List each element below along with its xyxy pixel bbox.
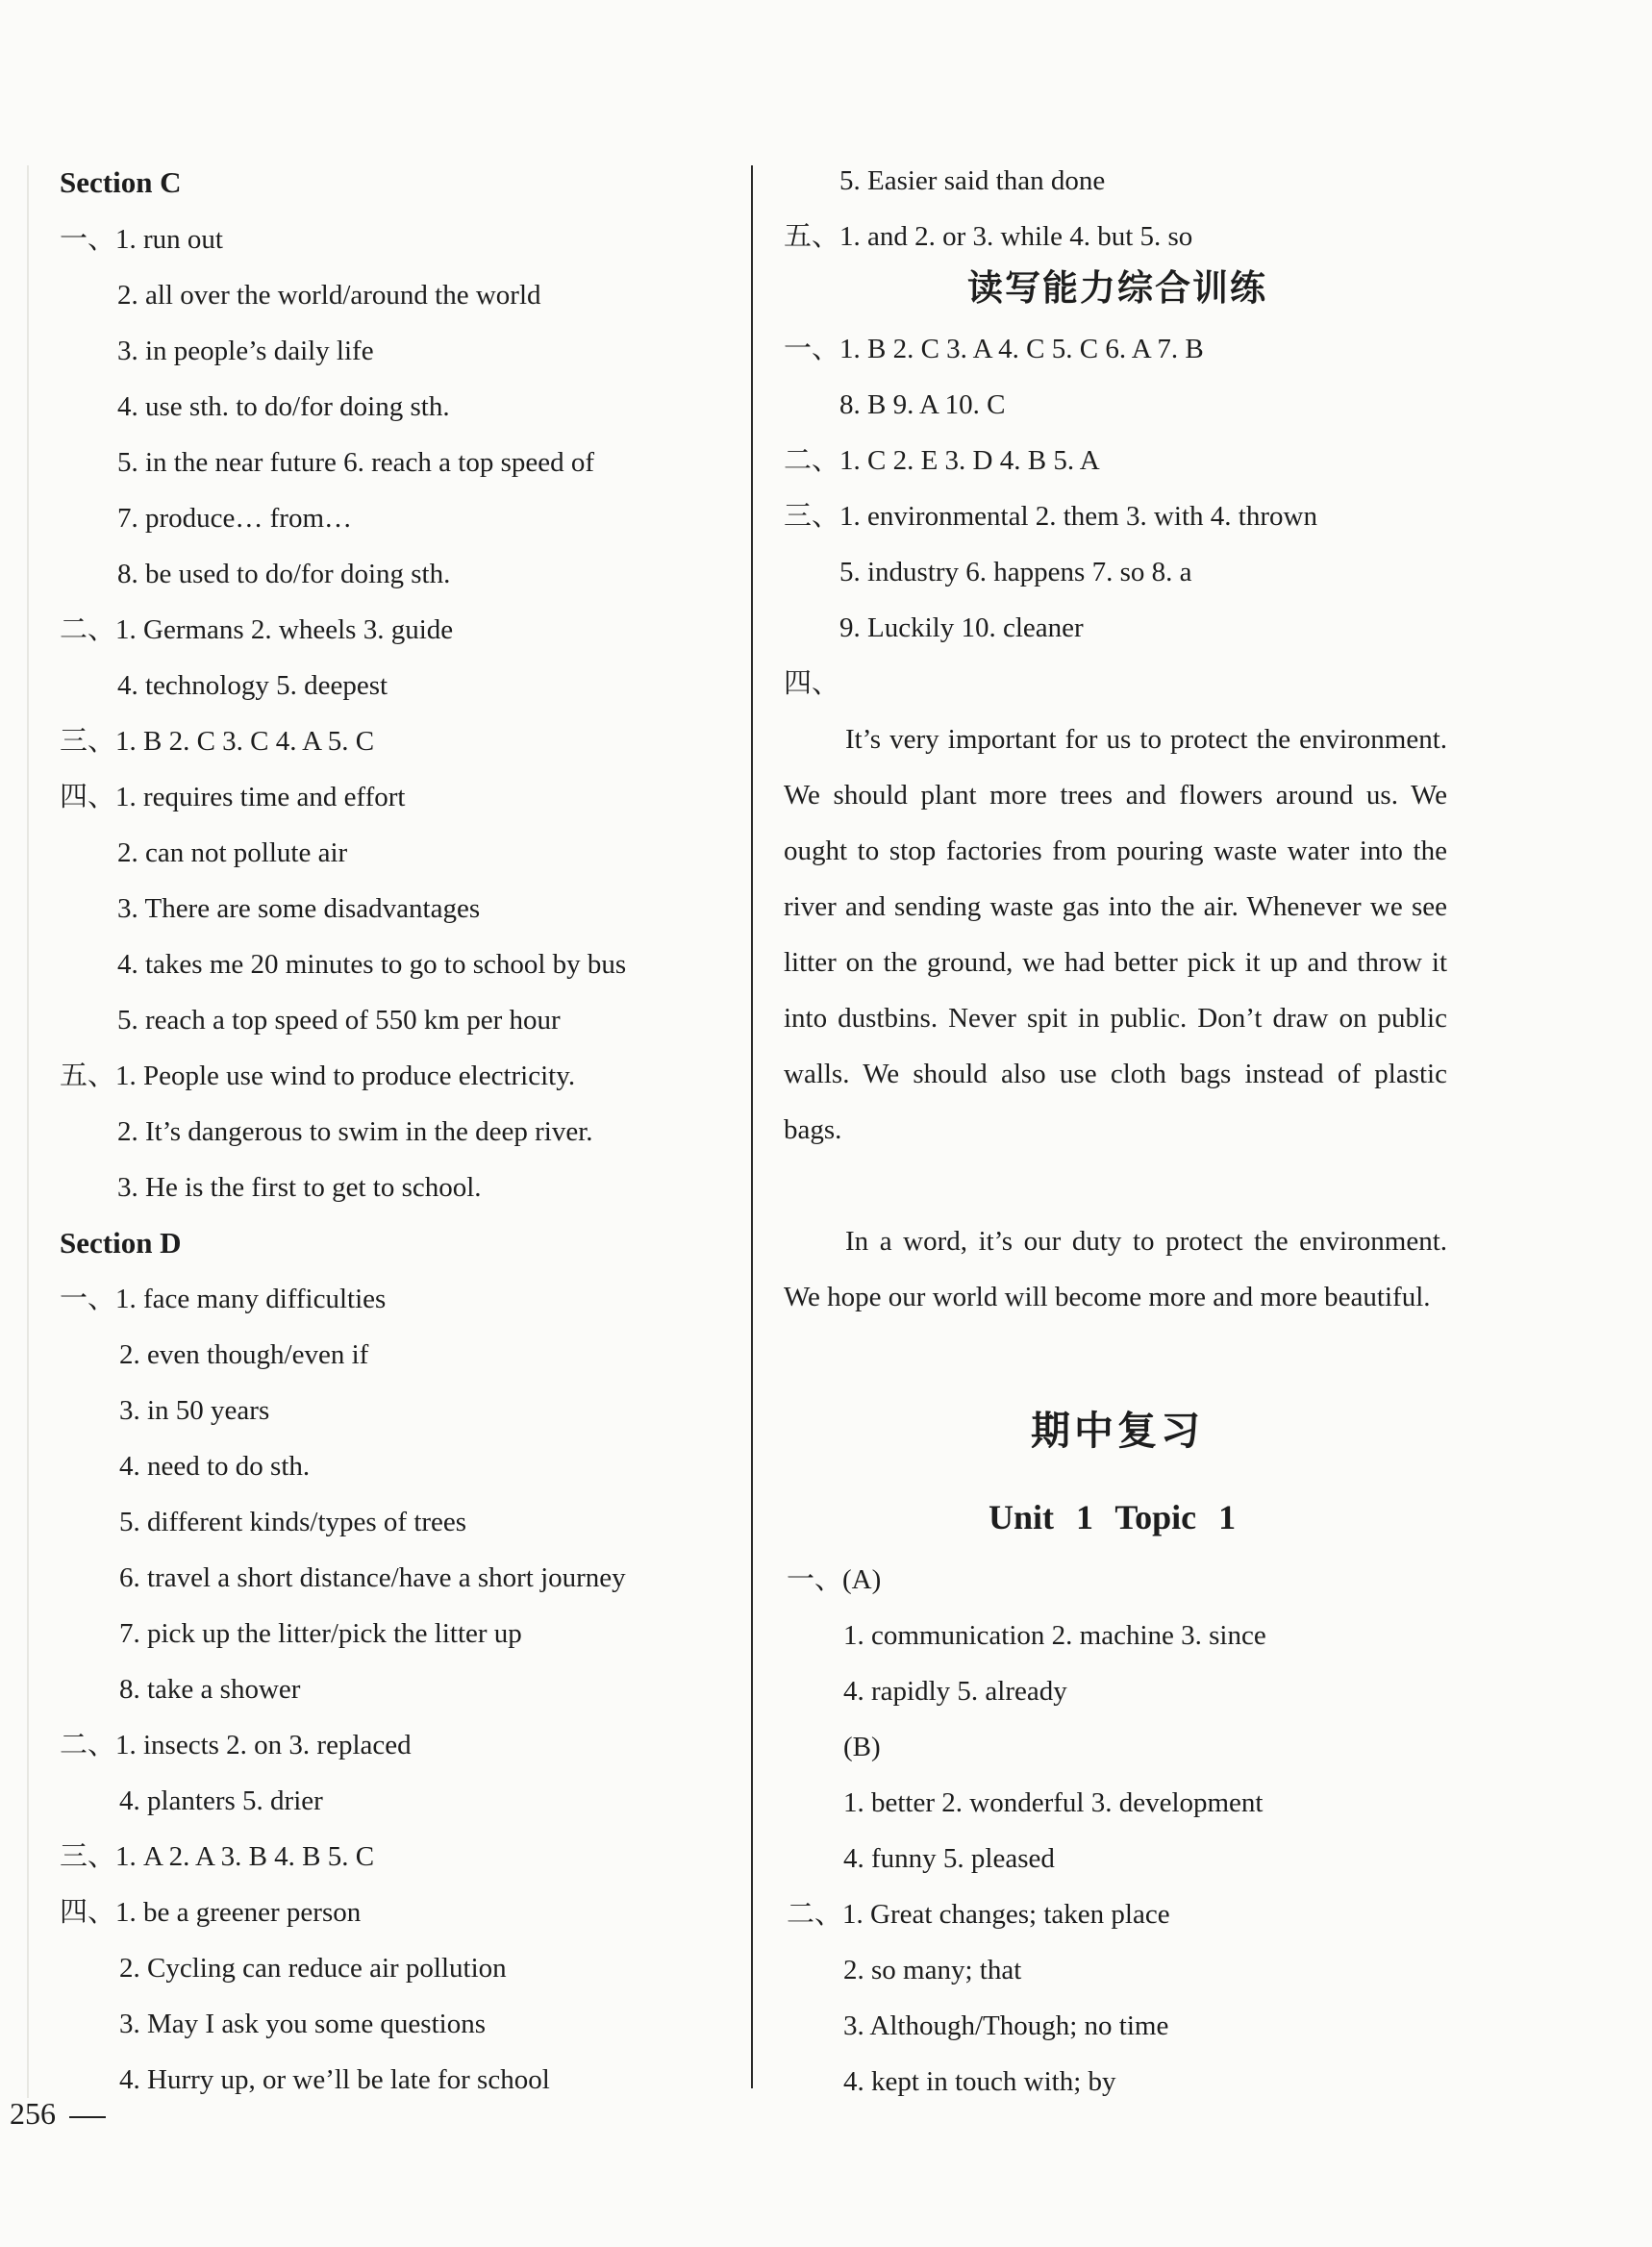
- answer-line: 五、1. and 2. or 3. while 4. but 5. so: [784, 221, 1193, 252]
- midterm-review-title: 期中复习: [1031, 1408, 1204, 1454]
- answer-line: 三、1. environmental 2. them 3. with 4. thrown: [784, 501, 1317, 532]
- answer-line: 8. B 9. A 10. C: [839, 389, 1006, 420]
- answer-line: 四、: [784, 668, 840, 699]
- answer-line: 3. in 50 years: [119, 1395, 270, 1426]
- answer-line: 2. so many; that: [843, 1955, 1022, 1985]
- reading-writing-title: 读写能力综合训练: [967, 267, 1267, 309]
- page-number-dash: [69, 2116, 106, 2118]
- answer-line: 二、1. C 2. E 3. D 4. B 5. A: [784, 445, 1100, 476]
- answer-line: 7. produce… from…: [117, 503, 353, 534]
- answer-line: 三、1. A 2. A 3. B 4. B 5. C: [60, 1841, 375, 1872]
- answer-line: 二、1. Germans 2. wheels 3. guide: [60, 614, 454, 645]
- answer-line: 8. take a shower: [119, 1674, 301, 1705]
- answer-line: 3. in people’s daily life: [117, 336, 374, 366]
- answer-line: 5. different kinds/types of trees: [119, 1507, 467, 1537]
- answer-line: 4. funny 5. pleased: [843, 1843, 1055, 1874]
- page-number: [10, 2096, 106, 2132]
- answer-line: 3. There are some disadvantages: [117, 893, 481, 924]
- answer-line: 一、1. face many difficulties: [60, 1284, 387, 1314]
- answer-line: 2. can not pollute air: [117, 837, 348, 868]
- page-number-value: 256: [10, 2096, 56, 2131]
- answer-line: 8. be used to do/for doing sth.: [117, 559, 451, 589]
- answer-line: 1. better 2. wonderful 3. development: [843, 1787, 1264, 1818]
- answer-line: 4. rapidly 5. already: [843, 1676, 1067, 1707]
- section-c-title: Section C: [60, 165, 182, 199]
- unit-topic-title: Unit 1 Topic 1: [989, 1498, 1237, 1536]
- answer-line: 5. in the near future 6. reach a top speed of: [117, 447, 595, 478]
- answer-line: 6. travel a short distance/have a short journey: [119, 1562, 626, 1593]
- answer-line: 4. planters 5. drier: [119, 1785, 323, 1816]
- answer-line: 5. industry 6. happens 7. so 8. a: [839, 557, 1192, 587]
- essay-paragraph-2: In a word, it’s our duty to protect the environment. We hope our world will become more and more beautiful.: [784, 1226, 1447, 1312]
- answer-line: 一、1. B 2. C 3. A 4. C 5. C 6. A 7. B: [784, 334, 1204, 364]
- answer-line: 二、1. Great changes; taken place: [787, 1899, 1170, 1930]
- answer-line: 3. Although/Though; no time: [843, 2010, 1169, 2041]
- answer-line: 2. Cycling can reduce air pollution: [119, 1953, 507, 1984]
- answer-line: 三、1. B 2. C 3. C 4. A 5. C: [60, 726, 375, 757]
- answer-line: 一、1. run out: [60, 224, 223, 255]
- answer-line: 一、(A): [787, 1564, 882, 1595]
- answer-line: 2. It’s dangerous to swim in the deep river.: [117, 1116, 593, 1147]
- answer-line: 五、1. People use wind to produce electricity.: [60, 1061, 576, 1091]
- essay-paragraph-1: It’s very important for us to protect the environment. We should plant more trees and flowers around us. We ought to stop factories from pouring waste water into the river and sending waste gas into the air. Whenever we see litter on the ground, we had better pick it up and throw it into dustbins. Never spit in public. Don’t draw on public walls. We should also use cloth bags instead of plastic bags.: [784, 724, 1447, 1145]
- answer-line: 3. He is the first to get to school.: [117, 1172, 482, 1203]
- answer-line: 2. all over the world/around the world: [117, 280, 541, 311]
- answer-line: (B): [843, 1732, 881, 1762]
- answer-line: 3. May I ask you some questions: [119, 2009, 486, 2039]
- answer-line: 7. pick up the litter/pick the litter up: [119, 1618, 522, 1649]
- answer-line: 4. need to do sth.: [119, 1451, 311, 1482]
- answer-line: 二、1. insects 2. on 3. replaced: [60, 1730, 412, 1760]
- answer-line: 四、1. requires time and effort: [60, 782, 406, 812]
- answer-line: 2. even though/even if: [119, 1339, 369, 1370]
- answer-line: 1. communication 2. machine 3. since: [843, 1620, 1266, 1651]
- answer-line: 4. kept in touch with; by: [843, 2066, 1116, 2097]
- answer-line: 5. Easier said than done: [839, 165, 1106, 196]
- section-d-title: Section D: [60, 1226, 182, 1260]
- column-divider: [751, 165, 753, 2088]
- answer-line: 4. technology 5. deepest: [117, 670, 388, 701]
- answer-line: 四、1. be a greener person: [60, 1897, 362, 1928]
- answer-line: 5. reach a top speed of 550 km per hour: [117, 1005, 561, 1036]
- answer-line: 4. Hurry up, or we’ll be late for school: [119, 2064, 550, 2095]
- answer-line: 4. use sth. to do/for doing sth.: [117, 391, 450, 422]
- left-margin-rule: [27, 165, 29, 2098]
- answer-line: 9. Luckily 10. cleaner: [839, 612, 1084, 643]
- answer-line: 4. takes me 20 minutes to go to school by bus: [117, 949, 627, 980]
